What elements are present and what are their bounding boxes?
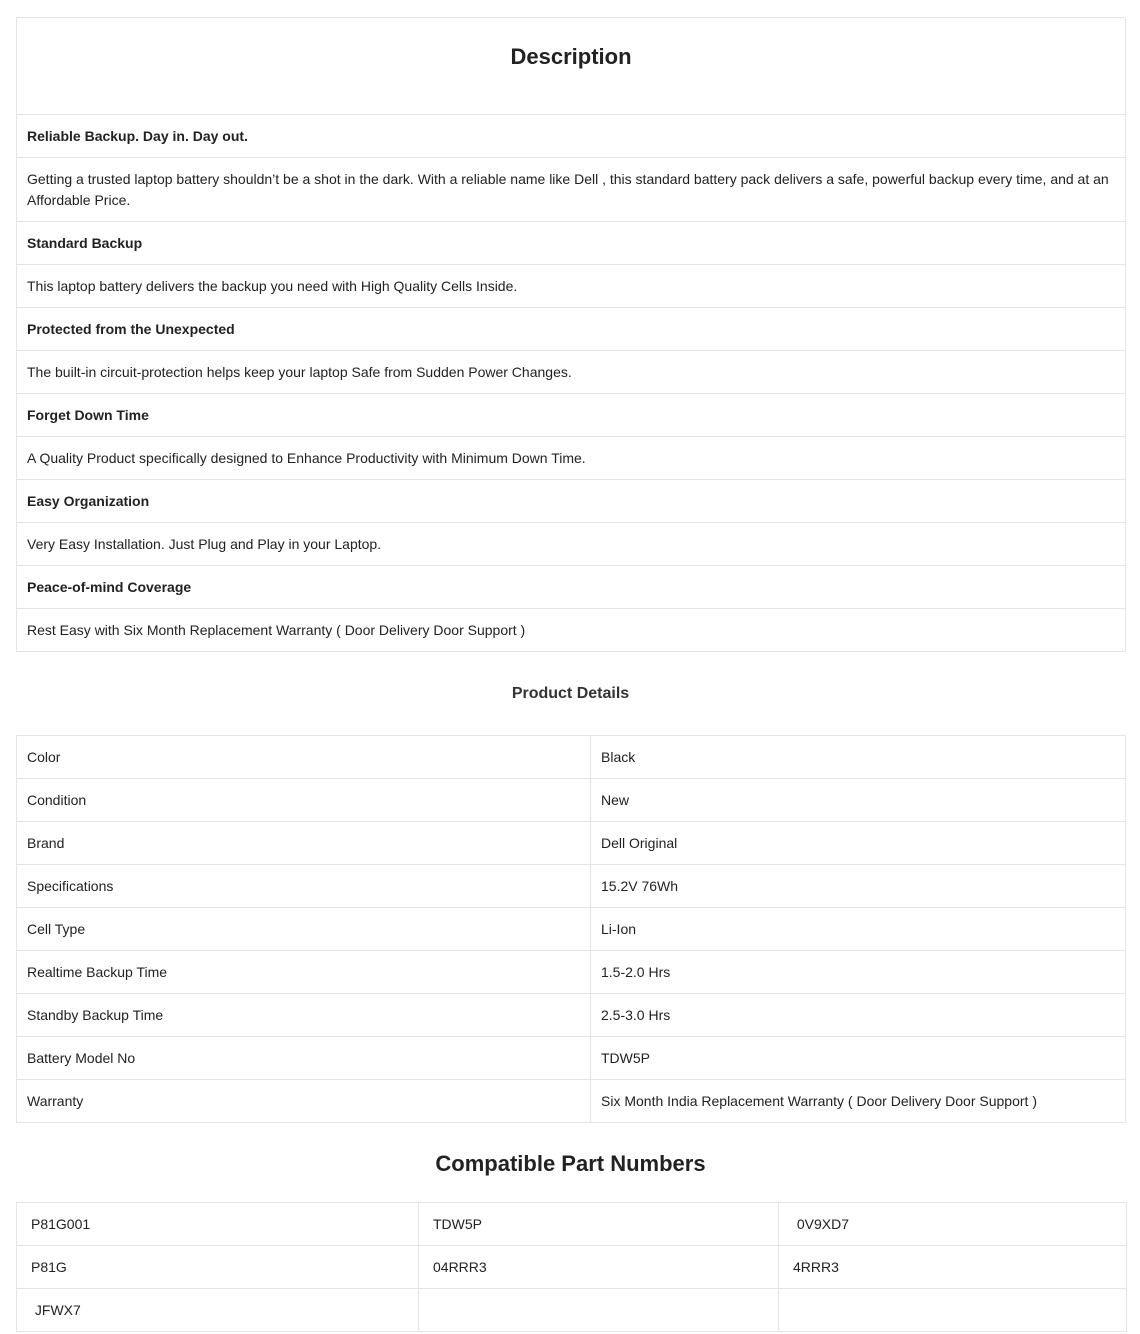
part-number	[419, 1289, 779, 1332]
detail-key: Realtime Backup Time	[17, 951, 591, 994]
description-title: Description	[17, 18, 1126, 115]
part-number: TDW5P	[419, 1203, 779, 1246]
part-number	[779, 1289, 1127, 1332]
detail-value: Li-Ion	[591, 908, 1126, 951]
product-details-title: Product Details	[511, 685, 630, 702]
description-text: The built-in circuit-protection helps keep your laptop Safe from Sudden Power Changes.	[17, 351, 1126, 394]
description-text: This laptop battery delivers the backup you need with High Quality Cells Inside.	[17, 265, 1126, 308]
description-text: Very Easy Installation. Just Plug and Play in your Laptop.	[17, 523, 1126, 566]
compatible-parts-table	[16, 1202, 1127, 1332]
detail-value: New	[591, 779, 1126, 822]
parts-row	[17, 1203, 1127, 1246]
part-number: 4RRR3	[779, 1246, 1127, 1289]
detail-key: Color	[17, 736, 591, 779]
detail-row	[17, 865, 1126, 908]
description-heading-row	[17, 480, 1126, 523]
detail-value: Six Month India Replacement Warranty ( Door Delivery Door Support )	[591, 1080, 1126, 1123]
detail-key: Condition	[17, 779, 591, 822]
description-heading-row	[17, 115, 1126, 158]
description-title-row	[17, 18, 1126, 115]
description-table	[16, 17, 1126, 652]
detail-row	[17, 779, 1126, 822]
detail-row	[17, 1080, 1126, 1123]
detail-key: Cell Type	[17, 908, 591, 951]
part-number: 0V9XD7	[779, 1203, 1127, 1246]
detail-key: Warranty	[17, 1080, 591, 1123]
description-text: A Quality Product specifically designed to Enhance Productivity with Minimum Down Time.	[17, 437, 1126, 480]
description-text-row	[17, 437, 1126, 480]
part-number: P81G001	[17, 1203, 419, 1246]
detail-row	[17, 908, 1126, 951]
detail-value: TDW5P	[591, 1037, 1126, 1080]
description-heading: Forget Down Time	[17, 394, 1126, 437]
detail-row	[17, 994, 1126, 1037]
compatible-parts-title: Compatible Part Numbers	[435, 1151, 706, 1176]
part-number: 04RRR3	[419, 1246, 779, 1289]
description-text-row	[17, 523, 1126, 566]
description-heading: Standard Backup	[17, 222, 1126, 265]
description-heading-row	[17, 222, 1126, 265]
detail-row	[17, 1037, 1126, 1080]
parts-row	[17, 1246, 1127, 1289]
description-heading: Reliable Backup. Day in. Day out.	[17, 115, 1126, 158]
detail-key: Standby Backup Time	[17, 994, 591, 1037]
description-heading-row	[17, 566, 1126, 609]
detail-value: 15.2V 76Wh	[591, 865, 1126, 908]
detail-value: 2.5-3.0 Hrs	[591, 994, 1126, 1037]
description-text-row	[17, 158, 1126, 222]
description-text: Rest Easy with Six Month Replacement Warranty ( Door Delivery Door Support )	[17, 609, 1126, 652]
detail-row	[17, 822, 1126, 865]
part-number: JFWX7	[17, 1289, 419, 1332]
description-text: Getting a trusted laptop battery shouldn’t be a shot in the dark. With a reliable name like Dell , this standard battery pack delivers a safe, powerful backup every time, and at an Affordable Price.	[17, 158, 1126, 222]
detail-key: Specifications	[17, 865, 591, 908]
description-text-row	[17, 265, 1126, 308]
detail-row	[17, 736, 1126, 779]
parts-row	[17, 1289, 1127, 1332]
description-heading-row	[17, 308, 1126, 351]
detail-value: 1.5-2.0 Hrs	[591, 951, 1126, 994]
detail-key: Battery Model No	[17, 1037, 591, 1080]
description-heading: Peace-of-mind Coverage	[17, 566, 1126, 609]
description-heading: Easy Organization	[17, 480, 1126, 523]
description-heading: Protected from the Unexpected	[17, 308, 1126, 351]
description-text-row	[17, 609, 1126, 652]
detail-value: Dell Original	[591, 822, 1126, 865]
description-text-row	[17, 351, 1126, 394]
product-details-table	[16, 735, 1126, 1123]
detail-value: Black	[591, 736, 1126, 779]
detail-row	[17, 951, 1126, 994]
description-heading-row	[17, 394, 1126, 437]
part-number: P81G	[17, 1246, 419, 1289]
detail-key: Brand	[17, 822, 591, 865]
